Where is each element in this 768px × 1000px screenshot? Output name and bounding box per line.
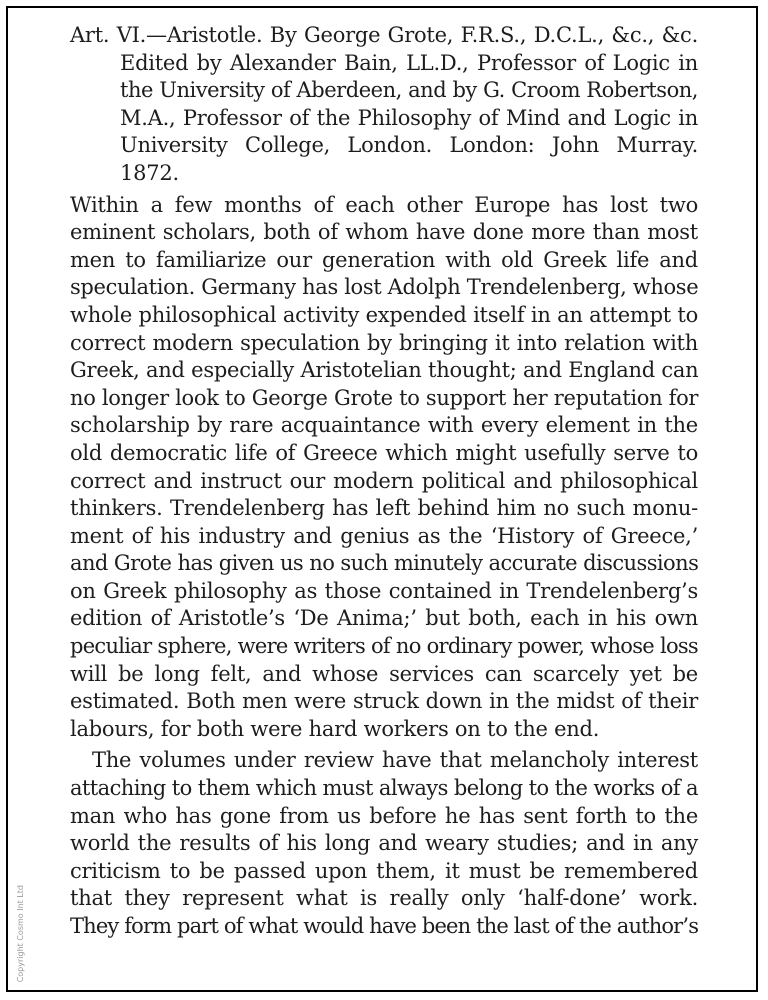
body-line: men to familiarize our generation with old Greek life and — [70, 247, 698, 272]
page-frame — [6, 6, 758, 992]
body-line: whole philosophical activity expended itself in an attempt to — [70, 302, 698, 327]
body-line: labours, for both were hard workers on to the end. — [70, 716, 600, 741]
body-line: eminent scholars, both of whom have done more than most — [70, 220, 698, 245]
body-line: no longer look to George Grote to support her reputation for — [70, 385, 699, 410]
body-line: Greek, and especially Aristotelian thought; and England can — [70, 358, 699, 383]
body-line: thinkers. Trendelenberg has left behind him no such monu- — [70, 496, 698, 521]
article-body — [70, 192, 698, 941]
body-line: and Grote has given us no such minutely accurate discussions — [70, 551, 699, 576]
header-line: University College, London. London: John Murray. — [120, 133, 698, 158]
header-line: M.A., Professor of the Philosophy of Mind and Logic in — [120, 105, 698, 130]
header-line: 1872. — [120, 160, 179, 185]
body-line: peculiar sphere, were writers of no ordinary power, whose loss — [70, 634, 698, 659]
header-line: Art. VI.—Aristotle. By George Grote, F.R.S., D.C.L., &c., &c. — [70, 23, 698, 47]
header-line: Edited by Alexander Bain, LL.D., Professor of Logic in — [120, 50, 698, 75]
body-line: Within a few months of each other Europe has lost two — [70, 192, 698, 217]
body-line: The volumes under review have that melancholy interest — [92, 748, 698, 773]
paragraph-1 — [70, 192, 698, 744]
body-line: They form part of what would have been the last of the author’s — [70, 914, 699, 938]
body-line: speculation. Germany has lost Adolph Trendelenberg, whose — [70, 275, 699, 300]
body-line: will be long felt, and whose services can scarcely yet be — [70, 661, 698, 686]
body-line: criticism to be passed upon them, it must be remembered — [70, 858, 698, 883]
body-line: man who has gone from us before he has sent forth to the — [70, 803, 698, 828]
body-line: correct and instruct our modern political and philosophical — [70, 468, 698, 493]
body-line: edition of Aristotle’s ‘De Anima;’ but both, each in his own — [70, 606, 698, 631]
copyright-watermark: Copyright Cosmo Int Ltd — [16, 884, 25, 982]
paragraph-2 — [70, 747, 698, 940]
header-line: the University of Aberdeen, and by G. Croom Robertson, — [120, 78, 698, 103]
body-line: ment of his industry and genius as the ‘History of Greece,’ — [70, 523, 698, 548]
body-line: on Greek philosophy as those contained in Trendelenberg’s — [70, 578, 698, 603]
body-line: estimated. Both men were struck down in the midst of their — [70, 689, 698, 714]
article-header — [70, 22, 698, 188]
body-line: old democratic life of Greece which might usefully serve to — [70, 440, 698, 465]
body-line: scholarship by rare acquaintance with every element in the — [70, 413, 698, 438]
body-line: attaching to them which must always belong to the works of a — [70, 776, 698, 801]
body-line: world the results of his long and weary studies; and in any — [70, 831, 698, 856]
document-page — [70, 22, 698, 941]
body-line: that they represent what is really only ‘half-done’ work. — [70, 886, 698, 911]
body-line: correct modern speculation by bringing it into relation with — [70, 330, 698, 355]
